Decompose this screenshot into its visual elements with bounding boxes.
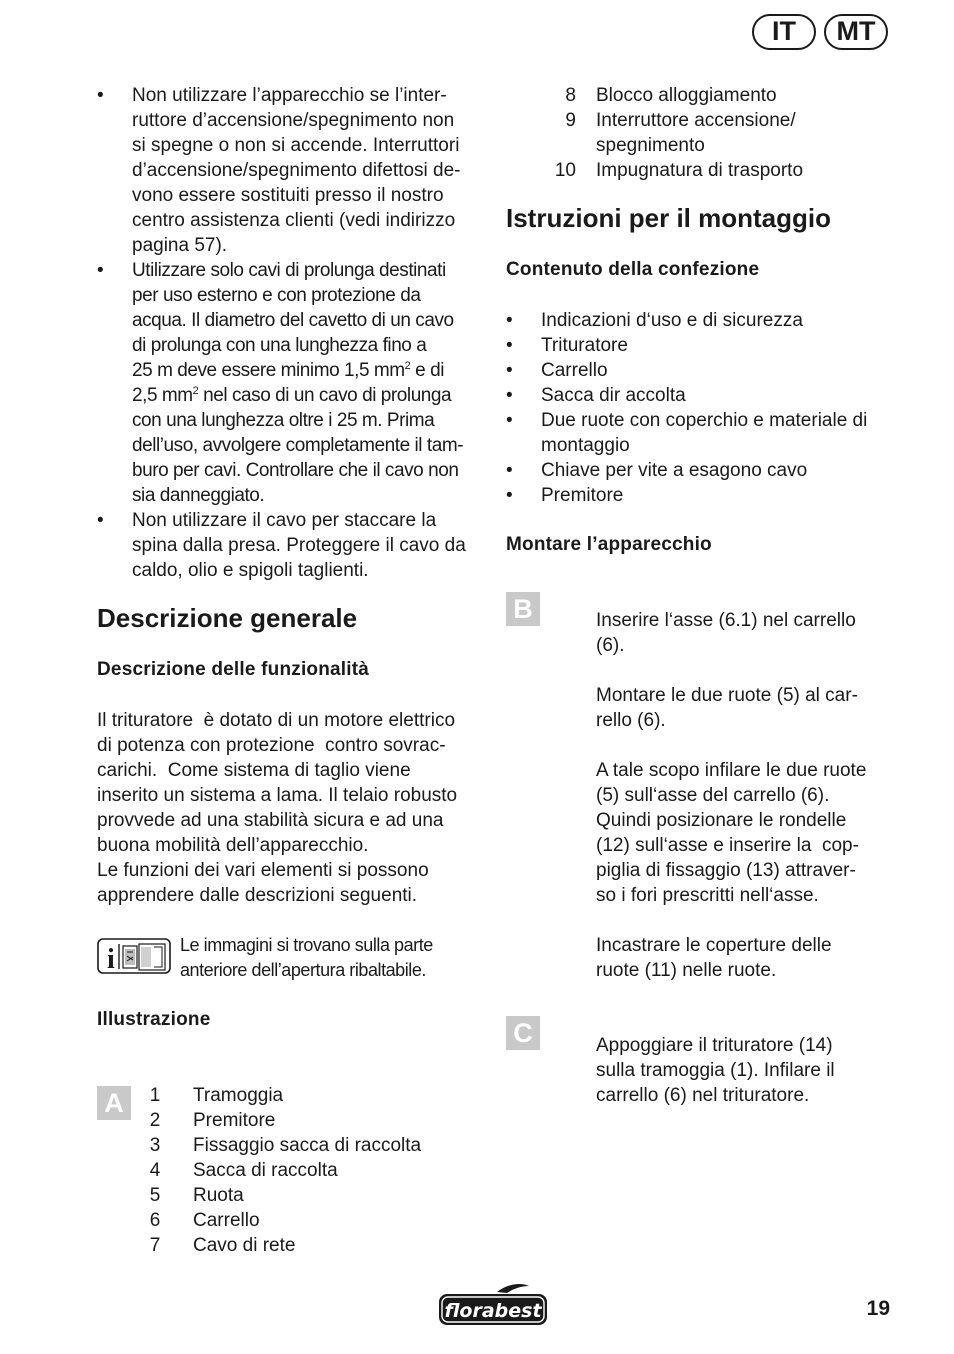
subsection-title-contenuto: Contenuto della confezione	[506, 259, 760, 280]
bullet-glyph: •	[97, 85, 104, 106]
figure-marker-c: C	[506, 1016, 540, 1050]
figure-marker-b: B	[506, 592, 540, 626]
function-description-2: Le funzioni dei vari elementi si possono apprendere dalle descrizioni seguenti.	[97, 860, 429, 906]
svg-text:i: i	[107, 944, 115, 974]
section-title-montaggio: Istruzioni per il montaggio	[506, 203, 831, 233]
list-item: 1 Tramoggia	[149, 1085, 284, 1106]
language-badge-mt: MT	[824, 14, 888, 50]
bullet-glyph: •	[97, 260, 104, 281]
list-item: • Chiave per vite a esagono cavo	[506, 460, 808, 481]
figure-marker-a: A	[97, 1086, 131, 1120]
page-number: 19	[866, 1297, 890, 1320]
list-item: • Indicazioni d‘uso e di sicurezza	[506, 310, 803, 331]
list-item: 2 Premitore	[149, 1110, 276, 1131]
list-item: • Premitore	[506, 485, 624, 506]
list-item: 8 Blocco alloggiamento	[565, 85, 777, 106]
step-b2: Montare le due ruote (5) al car- rello (6).	[596, 685, 858, 731]
list-item: • Due ruote con coperchio e materiale di montaggio	[506, 410, 868, 456]
list-item: 6 Carrello	[149, 1210, 260, 1231]
info-book-icon	[97, 938, 171, 974]
brand-name: florabest	[444, 1300, 542, 1322]
section-title-descrizione: Descrizione generale	[97, 603, 358, 633]
step-b4: Incastrare le coperture delle ruote (11) nelle ruote.	[596, 935, 832, 981]
subsection-title-illustrazione: Illustrazione	[97, 1009, 211, 1030]
list-item: • Non utilizzare l’apparecchio se l’inter- ruttore d’accensione/spegnimento non si spegne o non si accende. Interruttori d’accensione/spegnimento difettosi de- vono essere sostituiti presso il nostro centro assistenza clienti (vedi indirizzo pagina 57).	[97, 85, 461, 256]
parts-list-left	[147, 1083, 477, 1258]
step-b1: Inserire l‘asse (6.1) nel carrello (6).	[596, 610, 856, 656]
subsection-title-montare: Montare l’apparecchio	[506, 534, 712, 555]
list-item: 10 Impugnatura di trasporto	[554, 160, 804, 181]
parts-list-right	[506, 83, 886, 183]
list-item: 9 Interruttore accensione/ spegnimento	[565, 110, 796, 156]
list-item: • Carrello	[506, 360, 608, 381]
safety-bullet-list	[97, 83, 482, 583]
language-badge-it: IT	[752, 14, 816, 50]
step-c1: Appoggiare il trituratore (14) sulla tramoggia (1). Infilare il carrello (6) nel trituratore.	[596, 1035, 835, 1106]
list-item: • Utilizzare solo cavi di prolunga destinati per uso esterno e con protezione da acqua. Il diametro del cavetto di un cavo di prolunga con una lunghezza fino a 25 m deve essere minimo 1,5 $mm^2$ e di 2,5 $mm^2$ nel caso di un cavo di prolunga con una lunghezza oltre i 25 m. Prima dell’uso, avvolgere completamente il tam- buro per cavi. Controllare che il cavo non sia danneggiato.	[97, 260, 464, 506]
step-b3: A tale scopo infilare le due ruote (5) sull‘asse del carrello (6). Quindi posizionare le rondelle (12) sull‘asse e inserire la cop- piglia di fissaggio (13) attraver- so i fori prescritti nell‘asse.	[596, 760, 867, 906]
info-note: Le immagini si trovano sulla parte anteriore dell’apertura ribaltabile.	[180, 935, 433, 980]
list-item: 5 Ruota	[149, 1185, 244, 1206]
list-item: • Sacca dir accolta	[506, 385, 686, 406]
list-item: 7 Cavo di rete	[149, 1235, 296, 1256]
bullet-glyph: •	[97, 510, 104, 531]
contents-list	[506, 308, 886, 508]
list-item: 3 Fissaggio sacca di raccolta	[149, 1135, 422, 1156]
florabest-logo	[437, 1282, 549, 1328]
list-item: • Non utilizzare il cavo per staccare la spina dalla presa. Proteggere il cavo da caldo, olio e spigoli taglienti.	[97, 510, 466, 581]
function-description: Il trituratore è dotato di un motore elettrico di potenza con protezione contro sovrac- carichi. Come sistema di taglio viene inserito un sistema a lama. Il telaio robusto provvede ad una stabilità sicura e ad una buona mobilità dell’apparecchio. Le funzioni dei vari elementi si possono apprendere dalle descrizioni seguenti.	[97, 710, 458, 906]
list-item: • Trituratore	[506, 335, 628, 356]
subsection-title-funzionalita: Descrizione delle funzionalità	[97, 659, 370, 680]
list-item: 4 Sacca di raccolta	[149, 1160, 338, 1181]
